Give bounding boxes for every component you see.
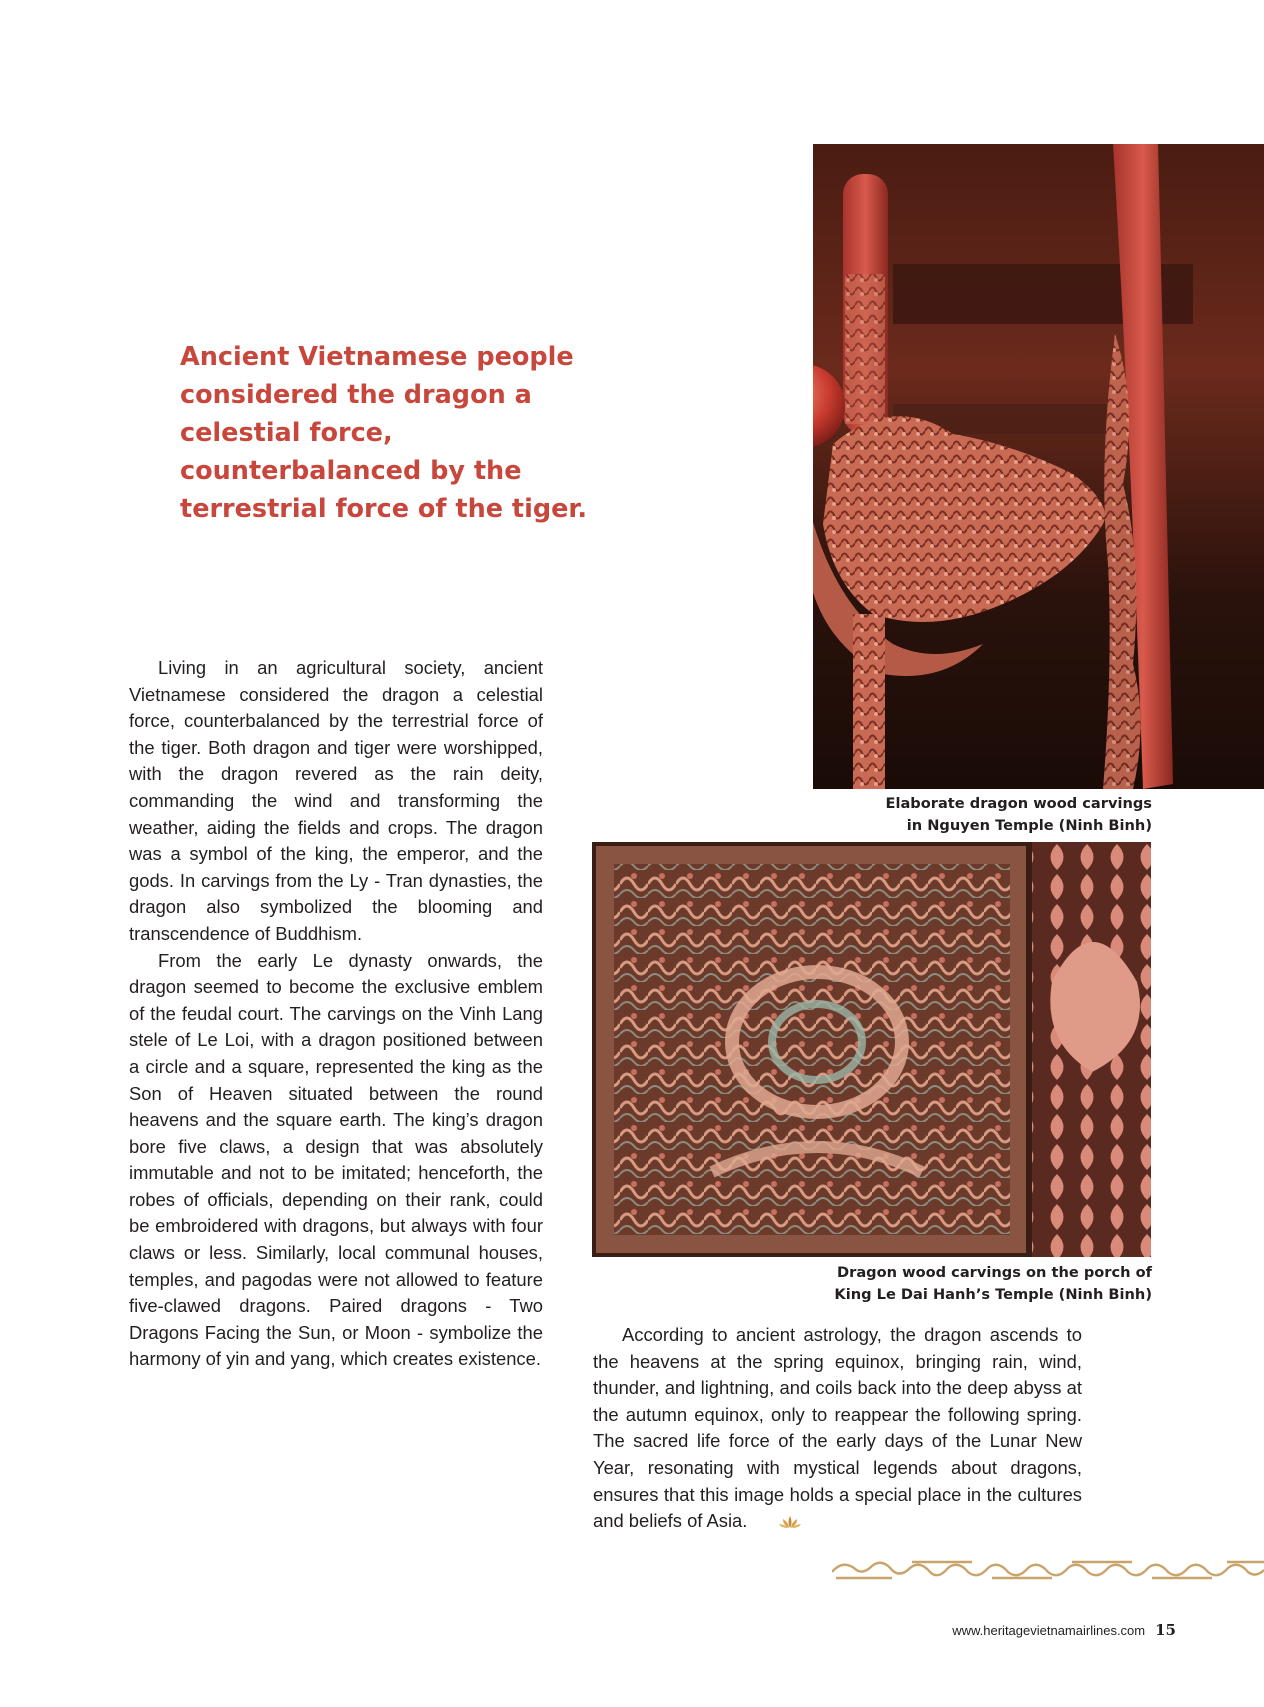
pull-quote-line: considered the dragon a (180, 380, 532, 410)
body-paragraph: According to ancient astrology, the dragon ascends to the heavens at the spring equinox, bringing rain, wind, thunder, and lightning, and coils back into the deep abyss at the autumn equinox, only to reappear the following spring. The sacred life force of the early days of the Lunar New Year, resonating with mystical legends about dragons, ensures that this image holds a special place in the cultures and beliefs of Asia. (593, 1324, 1082, 1532)
caption-line: Dragon wood carvings on the porch of (837, 1264, 1152, 1281)
page-number: 15 (1155, 1621, 1176, 1639)
pull-quote-line: terrestrial force of the tiger. (180, 494, 588, 524)
lotus-end-mark-icon (749, 1510, 802, 1537)
left-text-column (129, 655, 543, 1373)
right-text-column (593, 1322, 1082, 1537)
carved-panel-photo (592, 842, 1151, 1257)
pull-quote (180, 338, 600, 528)
caption-line: in Nguyen Temple (Ninh Binh) (906, 817, 1152, 834)
caption-line: Elaborate dragon wood carvings (885, 795, 1152, 812)
pull-quote-line: counterbalanced by the (180, 456, 522, 486)
body-paragraph: Living in an agricultural society, ancient Vietnamese considered the dragon a celestial force, counterbalanced by the terrestrial force of the tiger. Both dragon and tiger were worshipped, with the dragon revered as the rain deity, commanding the wind and transforming the weather, aiding the fields and crops. The dragon was a symbol of the king, the emperor, and the gods. In carvings from the Ly - Tran dynasties, the dragon also symbolized the blooming and transcendence of Buddhism. (129, 657, 543, 944)
caption-line: King Le Dai Hanh’s Temple (Ninh Binh) (834, 1286, 1152, 1303)
footer-url[interactable]: www.heritagevietnamairlines.com (952, 1623, 1146, 1638)
cloud-pattern-ornament (832, 1556, 1264, 1584)
pull-quote-line: celestial force, (180, 418, 393, 448)
photo-caption-bottom (834, 1262, 1152, 1306)
body-paragraph: From the early Le dynasty onwards, the dragon seemed to become the exclusive emblem of the feudal court. The carvings on the Vinh Lang stele of Le Loi, with a dragon positioned between a circle and a square, represented the king as the Son of Heaven situated between the round heavens and the square earth. The king’s dragon bore five claws, a design that was absolutely immutable and not to be imitated; henceforth, the robes of officials, depending on their rank, could be embroidered with dragons, but always with four claws or less. Similarly, local communal houses, temples, and pagodas were not allowed to feature five-clawed dragons. Paired dragons - Two Dragons Facing the Sun, or Moon - symbolize the harmony of yin and yang, which creates existence. (129, 949, 543, 1370)
dragon-carving-photo (813, 144, 1264, 789)
photo-caption-top (885, 793, 1152, 837)
pull-quote-line: Ancient Vietnamese people (180, 342, 574, 372)
page-footer (952, 1621, 1176, 1639)
